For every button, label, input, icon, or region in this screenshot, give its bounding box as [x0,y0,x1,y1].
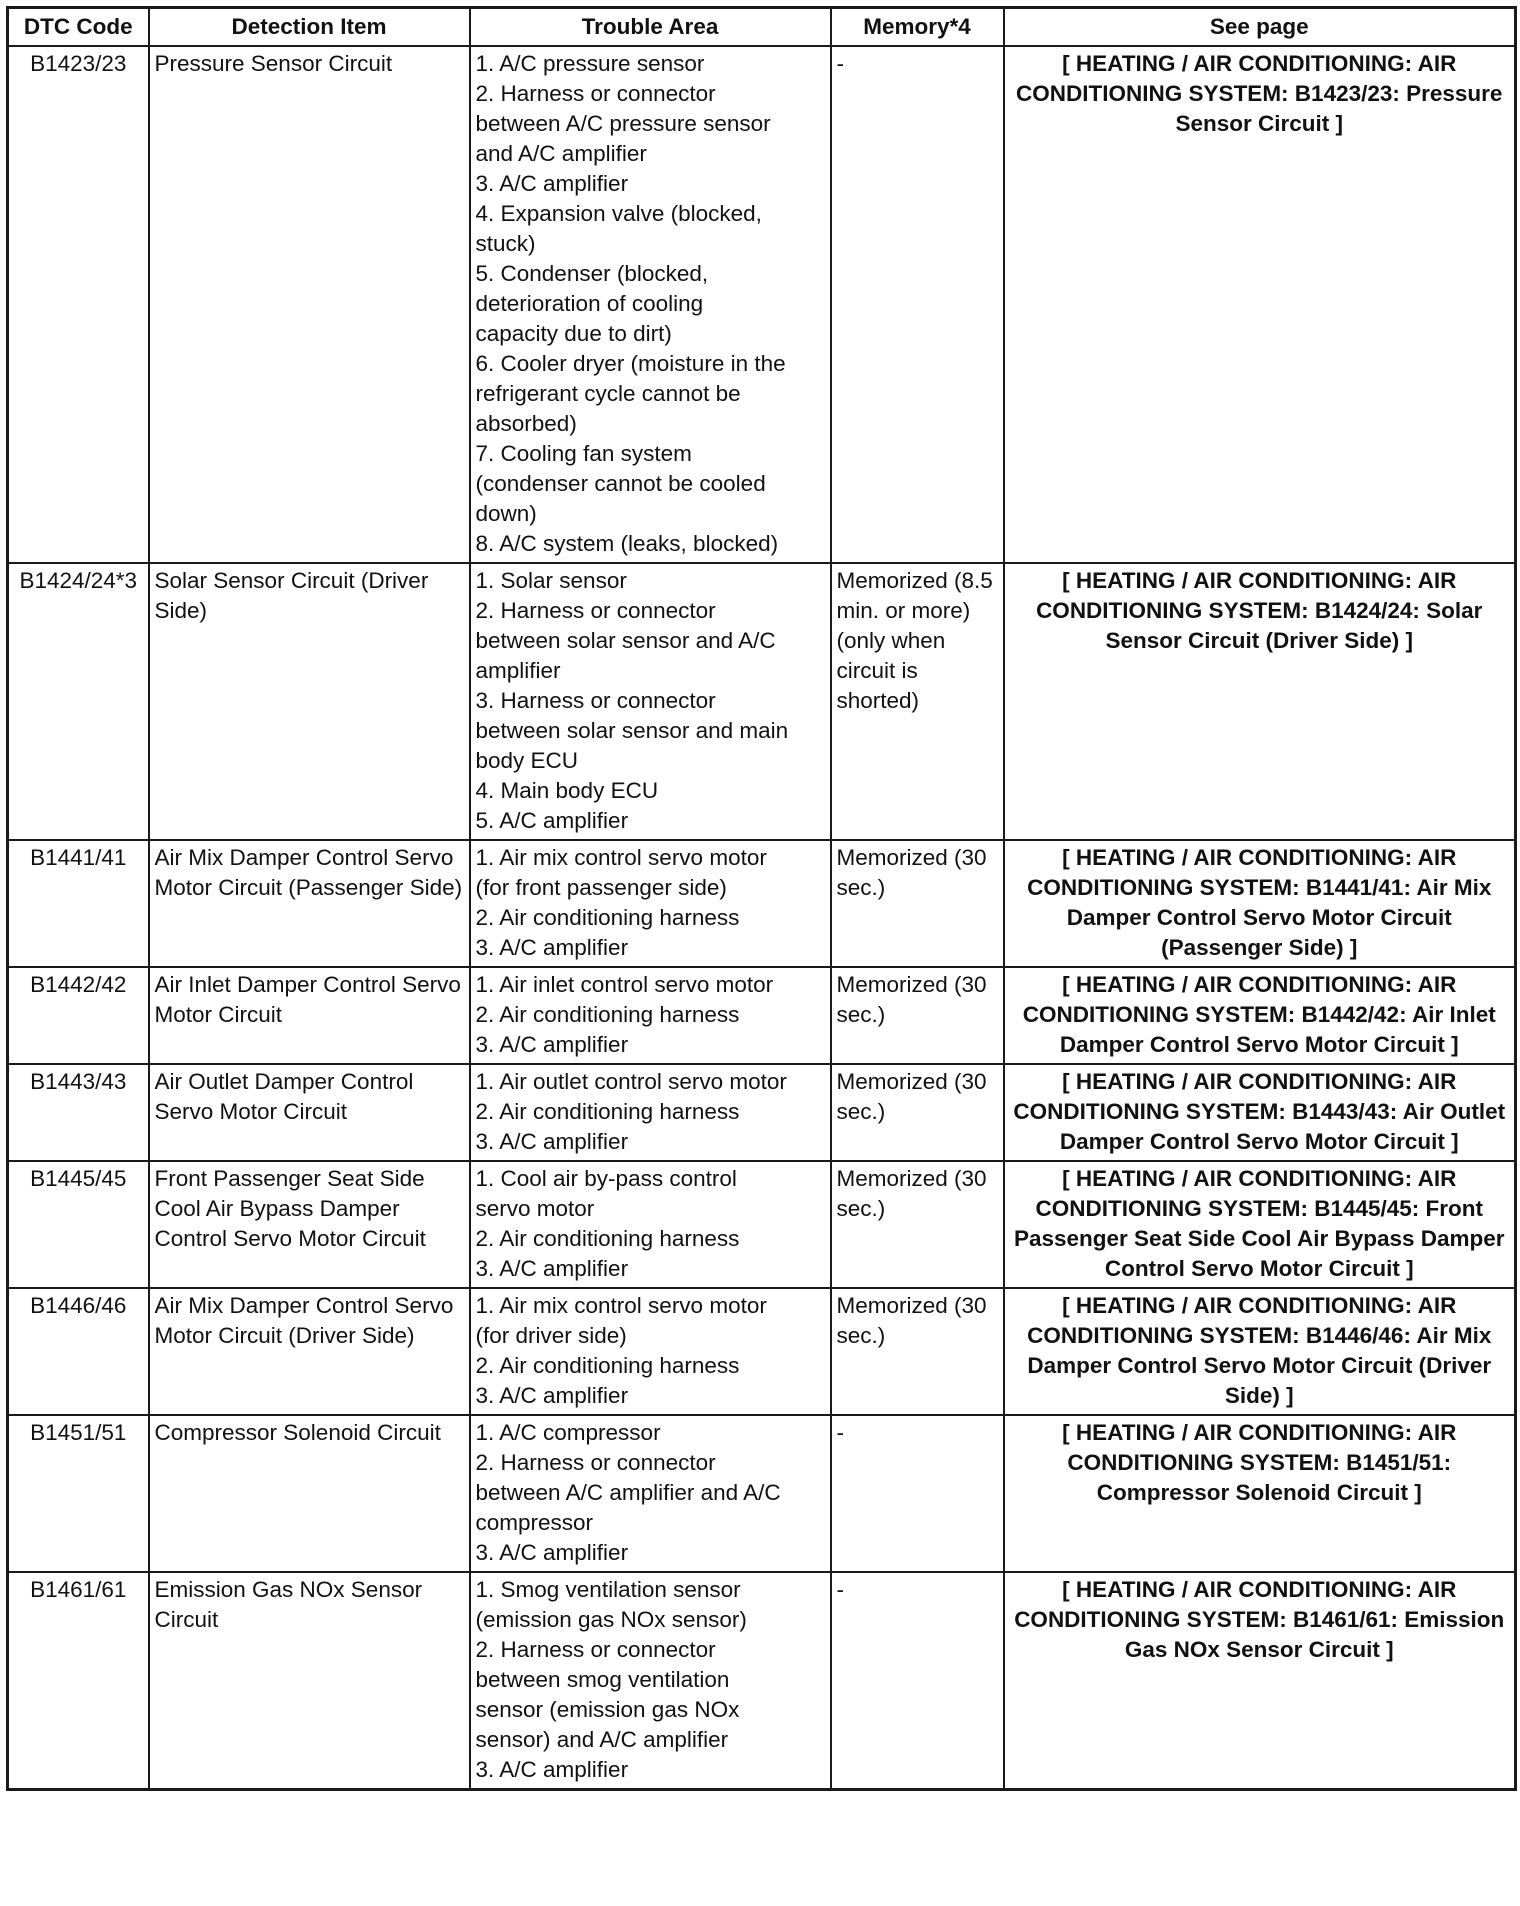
header-dtc-code: DTC Code [8,8,149,47]
memory-cell: - [831,1415,1004,1572]
dtc-table-body [8,46,1516,1790]
table-row [8,1288,1516,1415]
trouble-area-line: compressor [475,1510,594,1535]
trouble-area-line: 3. A/C amplifier [475,1129,629,1154]
dtc-code-cell: B1442/42 [8,967,149,1064]
trouble-area-line: 3. A/C amplifier [475,1032,629,1057]
dtc-code-cell: B1424/24*3 [8,563,149,840]
trouble-area-line: (for front passenger side) [475,875,727,900]
memory-cell: Memorized (30 sec.) [831,1288,1004,1415]
detection-item-cell: Air Mix Damper Control Servo Motor Circuit (Passenger Side) [149,840,470,967]
trouble-area-line: 1. A/C pressure sensor [475,51,705,76]
memory-cell: - [831,46,1004,563]
trouble-area-line: 4. Expansion valve (blocked, [475,201,762,226]
see-page-link[interactable]: [ HEATING / AIR CONDITIONING: AIR CONDITIONING SYSTEM: B1445/45: Front Passenger Seat Side Cool Air Bypass Damper Control Servo Motor Circuit ] [1004,1161,1516,1288]
detection-item-cell: Air Inlet Damper Control Servo Motor Circuit [149,967,470,1064]
trouble-area-line: between A/C pressure sensor [475,111,771,136]
dtc-table [6,6,1517,1791]
dtc-code-cell: B1446/46 [8,1288,149,1415]
see-page-link[interactable]: [ HEATING / AIR CONDITIONING: AIR CONDITIONING SYSTEM: B1461/61: Emission Gas NOx Sensor Circuit ] [1004,1572,1516,1790]
trouble-area-line: refrigerant cycle cannot be [475,381,741,406]
trouble-area-line: 3. A/C amplifier [475,935,629,960]
see-page-link[interactable]: [ HEATING / AIR CONDITIONING: AIR CONDITIONING SYSTEM: B1442/42: Air Inlet Damper Control Servo Motor Circuit ] [1004,967,1516,1064]
trouble-area-line: 3. A/C amplifier [475,1256,629,1281]
trouble-area-line: absorbed) [475,411,577,436]
trouble-area-line: 3. A/C amplifier [475,171,629,196]
trouble-area-line: 3. Harness or connector [475,688,716,713]
trouble-area-cell [470,840,831,967]
trouble-area-cell [470,1572,831,1790]
dtc-code-cell: B1461/61 [8,1572,149,1790]
trouble-area-line: amplifier [475,658,561,683]
trouble-area-cell [470,1415,831,1572]
trouble-area-line: 3. A/C amplifier [475,1540,629,1565]
trouble-area-line: stuck) [475,231,536,256]
trouble-area-line: 1. Air mix control servo motor [475,1293,767,1318]
see-page-link[interactable]: [ HEATING / AIR CONDITIONING: AIR CONDITIONING SYSTEM: B1423/23: Pressure Sensor Circuit ] [1004,46,1516,563]
table-row [8,46,1516,563]
trouble-area-line: 3. A/C amplifier [475,1757,629,1782]
trouble-area-line: 5. A/C amplifier [475,808,629,833]
table-row [8,563,1516,840]
detection-item-cell: Front Passenger Seat Side Cool Air Bypass Damper Control Servo Motor Circuit [149,1161,470,1288]
detection-item-cell: Solar Sensor Circuit (Driver Side) [149,563,470,840]
trouble-area-line: 4. Main body ECU [475,778,659,803]
trouble-area-line: between solar sensor and A/C [475,628,776,653]
dtc-code-cell: B1423/23 [8,46,149,563]
trouble-area-line: 5. Condenser (blocked, [475,261,709,286]
trouble-area-line: 6. Cooler dryer (moisture in the [475,351,786,376]
trouble-area-cell [470,46,831,563]
trouble-area-line: sensor (emission gas NOx [475,1697,740,1722]
trouble-area-line: 2. Harness or connector [475,1637,716,1662]
trouble-area-line: capacity due to dirt) [475,321,672,346]
memory-cell: Memorized (30 sec.) [831,1064,1004,1161]
detection-item-cell: Pressure Sensor Circuit [149,46,470,563]
trouble-area-line: 2. Air conditioning harness [475,1226,740,1251]
trouble-area-cell [470,1161,831,1288]
trouble-area-line: 2. Harness or connector [475,1450,716,1475]
trouble-area-line: between solar sensor and main [475,718,789,743]
trouble-area-line: 2. Air conditioning harness [475,1353,740,1378]
see-page-link[interactable]: [ HEATING / AIR CONDITIONING: AIR CONDITIONING SYSTEM: B1441/41: Air Mix Damper Control Servo Motor Circuit (Passenger Side) ] [1004,840,1516,967]
trouble-area-line: and A/C amplifier [475,141,647,166]
trouble-area-line: deterioration of cooling [475,291,704,316]
detection-item-cell: Air Outlet Damper Control Servo Motor Circuit [149,1064,470,1161]
memory-cell: Memorized (30 sec.) [831,1161,1004,1288]
trouble-area-line: body ECU [475,748,579,773]
trouble-area-line: (emission gas NOx sensor) [475,1607,747,1632]
trouble-area-line: down) [475,501,537,526]
header-detection-item: Detection Item [149,8,470,47]
memory-cell: - [831,1572,1004,1790]
trouble-area-line: (for driver side) [475,1323,627,1348]
memory-cell: Memorized (30 sec.) [831,967,1004,1064]
trouble-area-line: 1. Smog ventilation sensor [475,1577,741,1602]
trouble-area-cell [470,967,831,1064]
dtc-code-cell: B1443/43 [8,1064,149,1161]
header-row [8,8,1516,47]
trouble-area-line: 2. Harness or connector [475,598,716,623]
dtc-code-cell: B1451/51 [8,1415,149,1572]
trouble-area-line: 8. A/C system (leaks, blocked) [475,531,779,556]
trouble-area-line: (condenser cannot be cooled [475,471,766,496]
header-trouble-area: Trouble Area [470,8,831,47]
dtc-code-cell: B1441/41 [8,840,149,967]
see-page-link[interactable]: [ HEATING / AIR CONDITIONING: AIR CONDITIONING SYSTEM: B1446/46: Air Mix Damper Control Servo Motor Circuit (Driver Side) ] [1004,1288,1516,1415]
trouble-area-line: 1. Air inlet control servo motor [475,972,774,997]
see-page-link[interactable]: [ HEATING / AIR CONDITIONING: AIR CONDITIONING SYSTEM: B1424/24: Solar Sensor Circuit (Driver Side) ] [1004,563,1516,840]
table-row [8,1415,1516,1572]
table-row [8,840,1516,967]
see-page-link[interactable]: [ HEATING / AIR CONDITIONING: AIR CONDITIONING SYSTEM: B1443/43: Air Outlet Damper Control Servo Motor Circuit ] [1004,1064,1516,1161]
trouble-area-line: 1. Cool air by-pass control [475,1166,737,1191]
trouble-area-line: sensor) and A/C amplifier [475,1727,729,1752]
table-row [8,967,1516,1064]
trouble-area-line: 2. Air conditioning harness [475,905,740,930]
table-row [8,1161,1516,1288]
trouble-area-line: 7. Cooling fan system [475,441,692,466]
trouble-area-line: 1. A/C compressor [475,1420,661,1445]
trouble-area-line: 3. A/C amplifier [475,1383,629,1408]
header-see-page: See page [1004,8,1516,47]
trouble-area-line: 1. Air outlet control servo motor [475,1069,787,1094]
trouble-area-line: 1. Air mix control servo motor [475,845,767,870]
trouble-area-cell [470,1288,831,1415]
see-page-link[interactable]: [ HEATING / AIR CONDITIONING: AIR CONDITIONING SYSTEM: B1451/51: Compressor Solenoid Circuit ] [1004,1415,1516,1572]
trouble-area-line: 1. Solar sensor [475,568,627,593]
trouble-area-cell [470,563,831,840]
trouble-area-line: 2. Air conditioning harness [475,1002,740,1027]
dtc-code-cell: B1445/45 [8,1161,149,1288]
trouble-area-line: between smog ventilation [475,1667,730,1692]
detection-item-cell: Emission Gas NOx Sensor Circuit [149,1572,470,1790]
memory-cell: Memorized (30 sec.) [831,840,1004,967]
trouble-area-line: between A/C amplifier and A/C [475,1480,781,1505]
trouble-area-cell [470,1064,831,1161]
header-memory: Memory*4 [831,8,1004,47]
trouble-area-line: 2. Air conditioning harness [475,1099,740,1124]
memory-cell: Memorized (8.5 min. or more) (only when circuit is shorted) [831,563,1004,840]
table-row [8,1064,1516,1161]
trouble-area-line: 2. Harness or connector [475,81,716,106]
trouble-area-line: servo motor [475,1196,595,1221]
table-row [8,1572,1516,1790]
detection-item-cell: Air Mix Damper Control Servo Motor Circuit (Driver Side) [149,1288,470,1415]
detection-item-cell: Compressor Solenoid Circuit [149,1415,470,1572]
